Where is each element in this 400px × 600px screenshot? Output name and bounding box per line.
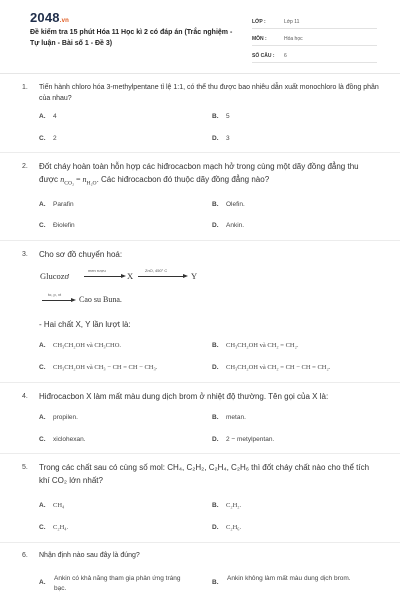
meta-key: MÔN : <box>252 36 267 42</box>
option-b[interactable] <box>212 502 241 509</box>
option-label: D. <box>212 436 219 443</box>
scheme-start: Glucozơ <box>40 271 70 281</box>
option-text: 3 <box>226 135 230 142</box>
meta-value: Lớp 11 <box>284 19 300 25</box>
question-divider <box>0 453 400 454</box>
option-text: C₂H₆. <box>226 524 242 531</box>
scheme-arrow-label: men rượu <box>88 268 106 273</box>
meta-key: LỚP : <box>252 19 266 25</box>
option-label: A. <box>39 113 46 120</box>
option-text: CH₄ <box>53 502 65 509</box>
option-text: Ankin. <box>226 222 245 229</box>
option-a[interactable] <box>39 574 189 594</box>
question-text-part: . Các hiđrocacbon đó thuộc dãy đồng đẳng nào? <box>96 175 270 184</box>
option-c[interactable] <box>39 524 68 531</box>
meta-row-subject <box>252 33 377 46</box>
option-text: CH₃CH₂OH và CH₃ − CH = CH − CH₃. <box>53 364 158 371</box>
option-b[interactable] <box>212 113 230 120</box>
option-d[interactable] <box>212 436 274 443</box>
question-text: Trong các chất sau có cùng số mol: CH₄, C₂H₂, C₂H₄, C₂H₆ thì đốt cháy chất nào cho thể tích khí CO₂ lớn nhất? <box>39 463 370 485</box>
option-text: CH₃CH₂OH và CH₂ = CH − CH = CH₂. <box>226 364 331 371</box>
scheme-product: Cao su Buna. <box>79 295 122 304</box>
option-text: metan. <box>226 414 246 421</box>
scheme-y: Y <box>191 271 198 281</box>
option-label: D. <box>212 135 219 142</box>
option-label: B. <box>212 342 219 349</box>
question-prompt <box>39 318 399 331</box>
arrow-head-icon <box>71 298 76 302</box>
arrow-head-icon <box>183 274 188 278</box>
logo-text: 2048 <box>30 10 60 25</box>
option-text: Ankin có khả năng tham gia phản ứng tráng bạc. <box>54 575 181 592</box>
question-divider <box>0 542 400 543</box>
option-label: A. <box>39 502 46 509</box>
option-label: A. <box>39 414 46 421</box>
option-label: B. <box>212 579 219 586</box>
scheme-arrow-label: ZnO, 450° C <box>145 268 168 273</box>
option-b[interactable] <box>212 574 372 584</box>
option-label: A. <box>39 579 46 586</box>
option-label: B. <box>212 201 219 208</box>
option-label: C. <box>39 135 46 142</box>
question-number: 2. <box>22 163 28 170</box>
header-divider <box>0 73 400 74</box>
meta-key: SỐ CÂU : <box>252 53 275 59</box>
question-divider <box>0 240 400 241</box>
option-text: Điolefin <box>53 222 75 229</box>
option-label: B. <box>212 502 219 509</box>
question-number: 4. <box>22 393 28 400</box>
scheme-x: X <box>127 271 134 281</box>
option-label: B. <box>212 113 219 120</box>
option-text: Parafin <box>53 201 74 208</box>
option-label: D. <box>212 364 219 371</box>
option-text: C₂H₄. <box>53 524 69 531</box>
question-text-part: Đốt cháy hoàn toàn hỗn hợp các hiđrocacbon mạch hở trong cùng một dãy đồng đẳng thu được <box>39 162 359 184</box>
option-label: C. <box>39 524 46 531</box>
option-label: B. <box>212 414 219 421</box>
option-a[interactable] <box>39 414 78 421</box>
question-text <box>39 160 379 191</box>
option-label: D. <box>212 222 219 229</box>
option-c[interactable] <box>39 364 157 371</box>
option-text: 5 <box>226 113 230 120</box>
option-label: D. <box>212 524 219 531</box>
question-number: 1. <box>22 84 28 91</box>
arrow-icon <box>84 276 122 277</box>
question-text: Hiđrocacbon X làm mất màu dung dịch brom ở nhiệt độ thường. Tên gọi của X là: <box>39 392 329 401</box>
option-text: xiclohexan. <box>53 436 86 443</box>
option-a[interactable] <box>39 113 57 120</box>
page-title: Đề kiểm tra 15 phút Hóa 11 Học kì 2 có đáp án (Trắc nghiệm - Tự luận - Bài số 1 - Đề 3) <box>30 29 233 47</box>
question-number: 5. <box>22 464 28 471</box>
question-text: Nhận định nào sau đây là đúng? <box>39 552 140 559</box>
option-c[interactable] <box>39 135 57 142</box>
question-number: 3. <box>22 251 28 258</box>
option-b[interactable] <box>212 201 245 208</box>
formula-subscript: CO₂ <box>64 180 75 187</box>
option-text: Olefin. <box>226 201 245 208</box>
formula <box>60 175 97 187</box>
option-text: propilen. <box>53 414 78 421</box>
option-text: 4 <box>53 113 57 120</box>
option-label: A. <box>39 201 46 208</box>
formula-symbol: n <box>60 175 65 184</box>
option-b[interactable] <box>212 342 299 349</box>
meta-row-class <box>252 16 377 29</box>
option-text: 2 <box>53 135 57 142</box>
option-text: 2 − metylpentan. <box>226 436 275 443</box>
question-divider <box>0 152 400 153</box>
question-text: Tiến hành chloro hóa 3-methylpentane tỉ lệ 1:1, có thể thu được bao nhiêu dẫn xuất monochloro là đồng phân của nhau? <box>39 84 379 102</box>
formula-subscript: H₂O <box>86 180 97 187</box>
logo-suffix: .vn <box>59 18 70 24</box>
meta-value: 6 <box>284 53 287 59</box>
option-label: C. <box>39 436 46 443</box>
option-text: CH₃CH₂OH và CH₂ = CH₂. <box>226 342 299 349</box>
formula-equals: = <box>74 175 83 184</box>
option-a[interactable] <box>39 502 64 509</box>
prompt-text: - Hai chất X, Y lần lượt là: <box>39 320 131 329</box>
option-c[interactable] <box>39 436 86 443</box>
option-label: C. <box>39 222 46 229</box>
arrow-icon <box>42 300 72 301</box>
meta-value: Hóa học <box>284 36 303 42</box>
option-text: C₂H₂. <box>226 502 242 509</box>
question-divider <box>0 382 400 383</box>
option-d[interactable] <box>212 135 230 142</box>
option-text: CH₃CH₂OH và CH₃CHO. <box>53 342 122 349</box>
option-c[interactable] <box>39 222 75 229</box>
option-text: Ankin không làm mất màu dung dịch brom. <box>227 575 351 582</box>
question-number: 6. <box>22 552 28 559</box>
option-d[interactable] <box>212 222 244 229</box>
arrow-head-icon <box>121 274 126 278</box>
option-b[interactable] <box>212 414 246 421</box>
scheme-arrow-label: to, p, xt <box>48 292 62 297</box>
option-d[interactable] <box>212 524 241 531</box>
formula-symbol: n <box>82 175 87 184</box>
question-text: Cho sơ đồ chuyển hoá: <box>39 250 123 259</box>
option-d[interactable] <box>212 364 330 371</box>
option-label: C. <box>39 364 46 371</box>
site-logo[interactable] <box>30 10 69 25</box>
option-a[interactable] <box>39 342 121 349</box>
option-a[interactable] <box>39 201 74 208</box>
option-label: A. <box>39 342 46 349</box>
header <box>0 0 400 70</box>
meta-table <box>252 16 377 67</box>
meta-row-count <box>252 50 377 63</box>
arrow-icon <box>138 276 184 277</box>
